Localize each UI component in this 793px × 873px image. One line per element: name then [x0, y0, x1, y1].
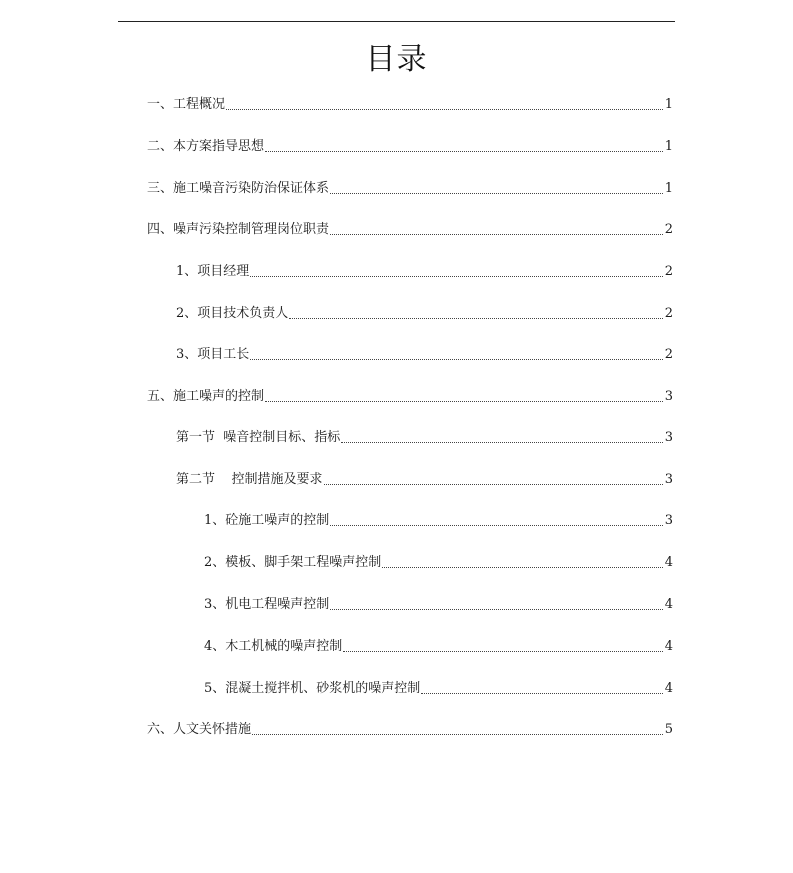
toc-entry-text: 四、噪声污染控制管理岗位职责 — [147, 222, 330, 237]
toc-page-number: 3 — [664, 513, 673, 528]
toc-page-number: 3 — [664, 472, 673, 487]
toc-entry[interactable] — [147, 92, 673, 114]
toc-entry-text: 一、工程概况 — [147, 97, 226, 112]
toc-dot-leader — [226, 109, 663, 110]
toc-dot-leader — [250, 359, 662, 360]
toc-entry-text: 三、施工噪音污染防治保证体系 — [147, 181, 330, 196]
toc-dot-leader — [421, 693, 662, 694]
toc-dot-leader — [265, 401, 663, 402]
toc-page-number: 1 — [664, 181, 673, 196]
toc-entry[interactable] — [147, 717, 673, 739]
toc-entry[interactable] — [176, 301, 673, 323]
toc-dot-leader — [324, 484, 663, 485]
toc-entry[interactable] — [204, 676, 673, 698]
toc-entry-text: 5、混凝土搅拌机、砂浆机的噪声控制 — [204, 681, 421, 696]
toc-page-number: 5 — [664, 722, 673, 737]
toc-entry-text: 六、人文关怀措施 — [147, 722, 252, 737]
toc-page-number: 2 — [664, 347, 673, 362]
toc-entry[interactable] — [176, 467, 673, 489]
toc-dot-leader — [250, 276, 662, 277]
toc-dot-leader — [330, 234, 663, 235]
toc-dot-leader — [330, 525, 662, 526]
toc-dot-leader — [265, 151, 663, 152]
toc-entry[interactable] — [204, 592, 673, 614]
toc-entry-text: 五、施工噪声的控制 — [147, 389, 265, 404]
toc-entry[interactable] — [176, 342, 673, 364]
toc-entry[interactable] — [147, 134, 673, 156]
toc-dot-leader — [289, 318, 662, 319]
toc-entry-text: 2、模板、脚手架工程噪声控制 — [204, 555, 382, 570]
toc-entry-text: 第二节 控制措施及要求 — [176, 472, 323, 487]
toc-dot-leader — [330, 193, 663, 194]
toc-entry[interactable] — [176, 425, 673, 447]
toc-dot-leader — [252, 734, 663, 735]
toc-entry[interactable] — [147, 384, 673, 406]
toc-dot-leader — [330, 609, 662, 610]
toc-entry[interactable] — [176, 259, 673, 281]
toc-entry-text: 2、项目技术负责人 — [176, 306, 289, 321]
toc-entry-text: 1、项目经理 — [176, 264, 250, 279]
toc-dot-leader — [382, 567, 662, 568]
toc-entry[interactable] — [147, 176, 673, 198]
toc-entry-text: 二、本方案指导思想 — [147, 139, 265, 154]
toc-entry-text: 3、项目工长 — [176, 347, 250, 362]
toc-entry[interactable] — [204, 634, 673, 656]
toc-page-number: 4 — [664, 597, 673, 612]
toc-page-number: 4 — [664, 639, 673, 654]
toc-entry-text: 第一节 噪音控制目标、指标 — [176, 430, 341, 445]
toc-page-number: 2 — [664, 306, 673, 321]
toc-dot-leader — [341, 442, 662, 443]
toc-page-number: 4 — [664, 681, 673, 696]
toc-page-number: 1 — [664, 97, 673, 112]
toc-entry-text: 4、木工机械的噪声控制 — [204, 639, 343, 654]
toc-page-number: 3 — [664, 389, 673, 404]
toc-entry[interactable] — [204, 508, 673, 530]
toc-entry-text: 3、机电工程噪声控制 — [204, 597, 330, 612]
toc-entry[interactable] — [204, 550, 673, 572]
toc-page-number: 3 — [664, 430, 673, 445]
toc-page-number: 1 — [664, 139, 673, 154]
toc-page-number: 2 — [664, 222, 673, 237]
toc-title: 目录 — [365, 42, 428, 77]
toc-entry-text: 1、砼施工噪声的控制 — [204, 513, 330, 528]
toc-entry[interactable] — [147, 217, 673, 239]
toc-page-number: 2 — [664, 264, 673, 279]
toc-page-number: 4 — [664, 555, 673, 570]
toc-dot-leader — [343, 651, 662, 652]
